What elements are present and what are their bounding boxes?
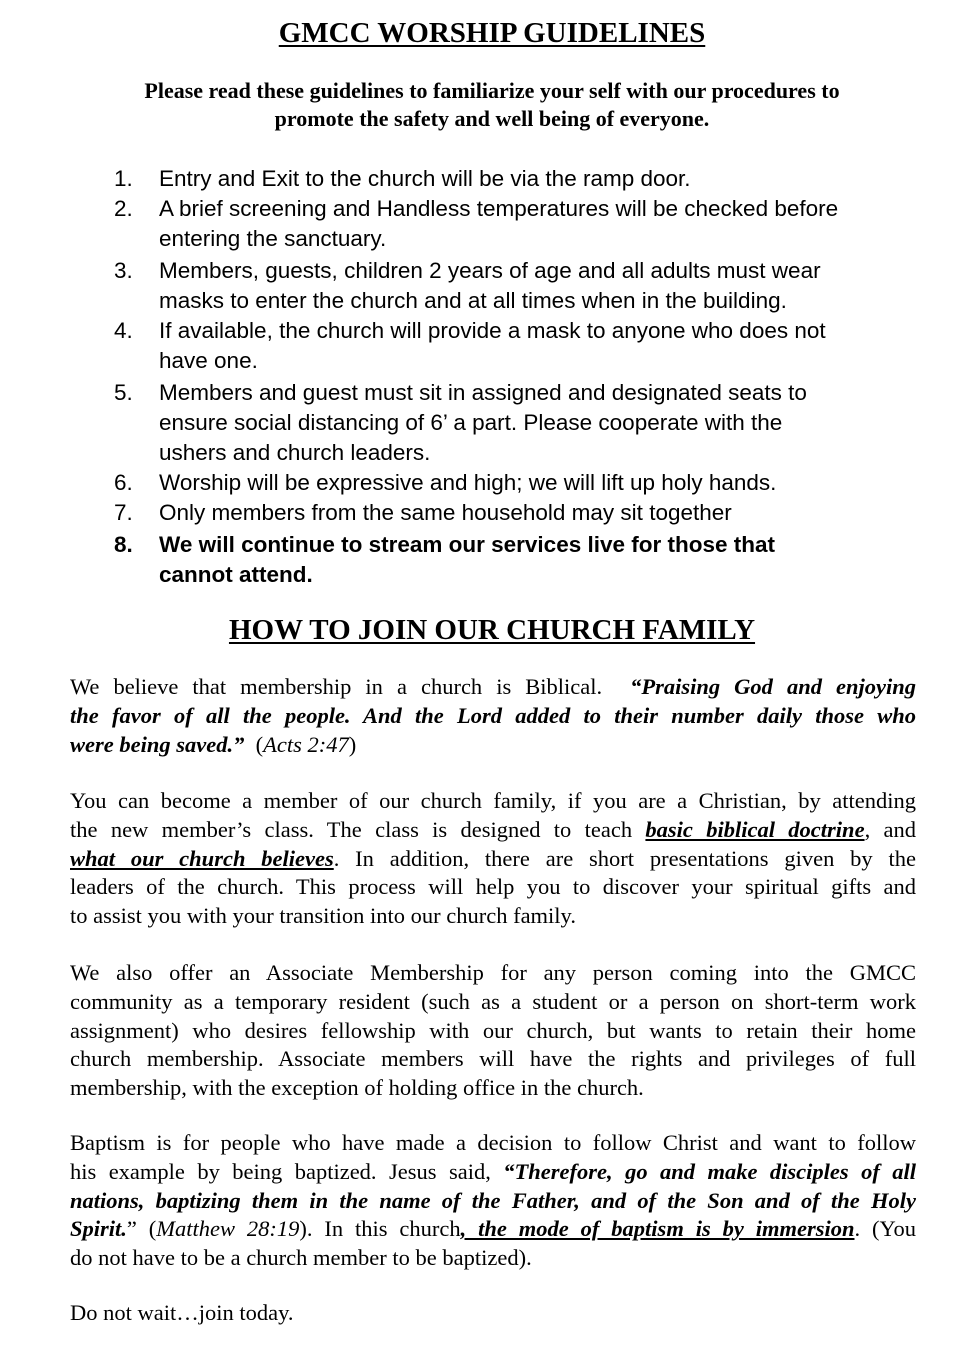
paragraph-line: We also offer an Associate Membership for any person coming into the GMCC: [70, 960, 916, 985]
guideline-text: We will continue to stream our services live for those that: [159, 532, 775, 557]
baptism-paragraph: [70, 1129, 916, 1273]
paragraph-line: community as a temporary resident (such as a student or a person on short-term work: [70, 988, 916, 1014]
text-run: the new member’s class. The class is designed to teach: [70, 816, 633, 842]
join-heading: HOW TO JOIN OUR CHURCH FAMILY: [228, 614, 756, 646]
closing-paragraph: [70, 1299, 916, 1328]
guideline-number: 7.: [114, 500, 133, 525]
paragraph-line: do not have to be a church member to be baptized).: [70, 1245, 532, 1271]
paragraph-line: You can become a member of our church family, if you are a Christian, by attending: [70, 788, 916, 813]
paragraph-line: Baptism is for people who have made a decision to follow Christ and want to follow: [70, 1130, 916, 1155]
page-title: GMCC WORSHIP GUIDELINES: [278, 17, 706, 49]
guideline-text: If available, the church will provide a mask to anyone who does not: [159, 318, 826, 343]
emphasis-text: what our church believes: [70, 845, 334, 871]
paragraph-line: to assist you with your transition into our church family.: [70, 903, 576, 929]
scripture-quote: the favor of all the people. And the Lord added to their number daily those who: [70, 702, 916, 728]
guideline-item: [108, 530, 928, 590]
guideline-number: 4.: [114, 318, 133, 343]
emphasis-text: , the mode of baptism is by immersion: [460, 1216, 855, 1242]
guideline-item: [108, 468, 928, 498]
guideline-text: ushers and church leaders.: [159, 440, 431, 465]
text-run: ). In this church: [299, 1216, 461, 1242]
intro-line: Please read these guidelines to familiarize your self with our procedures to: [144, 78, 840, 103]
text-run: . In addition, there are short presentations given by the: [333, 845, 916, 871]
associate-membership-paragraph: [70, 959, 916, 1103]
paragraph-line: leaders of the church. This process will help you to discover your spiritual gifts and: [70, 874, 916, 900]
text-run: his example by being baptized. Jesus said,: [70, 1158, 491, 1184]
guideline-number: 6.: [114, 470, 133, 495]
guideline-text: Members and guest must sit in assigned and designated seats to: [159, 380, 807, 405]
paragraph-line: [70, 1215, 916, 1244]
scripture-quote: “Praising God and enjoying: [630, 674, 916, 699]
guideline-text: Members, guests, children 2 years of age and all adults must wear: [159, 258, 821, 283]
guideline-item: [108, 378, 928, 468]
guideline-text: Only members from the same household may sit together: [159, 500, 732, 525]
guideline-number: 2.: [114, 196, 133, 221]
new-member-paragraph: [70, 787, 916, 931]
text-run: We believe that membership in a church is Biblical.: [70, 674, 603, 699]
guideline-item: [108, 164, 928, 194]
guideline-number: 5.: [114, 380, 133, 405]
guideline-item: [108, 256, 928, 316]
text-run: (: [255, 731, 264, 757]
intro-line: promote the safety and well being of everyone.: [274, 106, 710, 131]
paragraph-line: Do not wait…join today.: [70, 1300, 294, 1325]
guideline-text: A brief screening and Handless temperatures will be checked before: [159, 196, 839, 221]
scripture-quote: were being saved.”: [70, 731, 245, 757]
guideline-number: 1.: [114, 166, 133, 191]
paragraph-line: [70, 731, 916, 760]
paragraph-line: [70, 673, 916, 702]
guideline-text: Worship will be expressive and high; we will lift up holy hands.: [159, 470, 777, 495]
membership-paragraph: [70, 673, 916, 759]
paragraph-line: [70, 816, 916, 845]
guideline-number: 8.: [114, 532, 133, 557]
paragraph-line: church membership. Associate members will have the rights and privileges of full: [70, 1046, 916, 1072]
text-run: ): [348, 731, 357, 757]
scripture-reference: Matthew 28:19: [156, 1216, 300, 1242]
guideline-text: cannot attend.: [159, 562, 313, 587]
scripture-quote: nations, baptizing them in the name of the Father, and of the Son and of the Holy: [70, 1187, 916, 1213]
text-run: , and: [864, 816, 916, 842]
paragraph-line: [70, 1158, 916, 1187]
scripture-quote: “Therefore, go and make disciples of all: [503, 1158, 917, 1184]
emphasis-text: basic biblical doctrine: [645, 816, 865, 842]
paragraph-line: membership, with the exception of holding office in the church.: [70, 1075, 644, 1101]
guideline-item: [108, 498, 928, 528]
guideline-item: [108, 194, 928, 254]
intro-text: [96, 77, 888, 133]
guideline-text: have one.: [159, 348, 258, 373]
scripture-quote: Spirit.: [70, 1216, 127, 1242]
guideline-number: 3.: [114, 258, 133, 283]
text-run: . (You: [854, 1216, 916, 1242]
paragraph-line: assignment) who desires fellowship with our church, but wants to retain their home: [70, 1017, 916, 1043]
paragraph-line: [70, 845, 916, 874]
text-run: ” (: [126, 1216, 157, 1242]
scripture-reference: Acts 2:47: [263, 731, 349, 757]
guideline-item: [108, 316, 928, 376]
guidelines-list: [108, 164, 928, 590]
guideline-text: ensure social distancing of 6’ a part. Please cooperate with the: [159, 410, 783, 435]
guideline-text: Entry and Exit to the church will be via the ramp door.: [159, 166, 691, 191]
guideline-text: entering the sanctuary.: [159, 226, 387, 251]
guideline-text: masks to enter the church and at all times when in the building.: [159, 288, 787, 313]
